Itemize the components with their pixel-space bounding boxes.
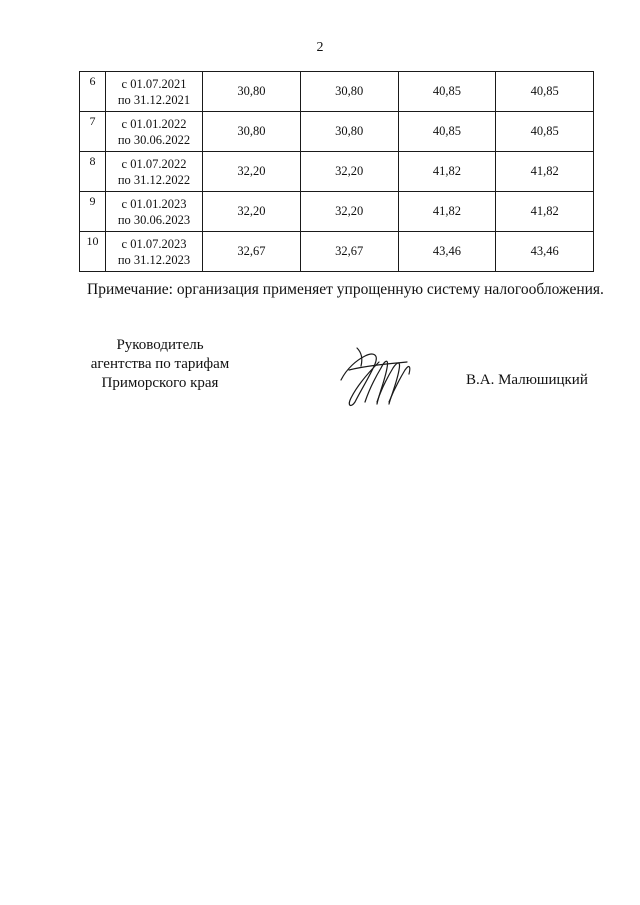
- tariff-value-cell: 30,80: [203, 72, 301, 112]
- period-cell: [106, 112, 203, 152]
- tariff-value-cell: 32,67: [203, 232, 301, 272]
- table-row: [80, 192, 594, 232]
- period-to: по 31.12.2022: [117, 172, 191, 187]
- tariff-value-cell: 41,82: [496, 192, 594, 232]
- tariff-value-cell: 32,20: [203, 192, 301, 232]
- period-to: по 31.12.2023: [117, 252, 191, 267]
- period-to: по 31.12.2021: [117, 92, 191, 107]
- tariff-table: [79, 71, 594, 272]
- tax-system-note: Примечание: организация применяет упрощенную систему налогообложения.: [87, 281, 604, 298]
- tariff-value-cell: 32,20: [300, 192, 398, 232]
- tariff-value-cell: 32,20: [203, 152, 301, 192]
- row-number-cell: 6: [80, 72, 106, 112]
- row-number-cell: 10: [80, 232, 106, 272]
- period-from: с 01.07.2023: [121, 236, 187, 251]
- tariff-value-cell: 40,85: [496, 72, 594, 112]
- signatory-title-line: агентства по тарифам: [90, 356, 230, 372]
- period-from: с 01.07.2022: [121, 156, 187, 171]
- period-cell: [106, 192, 203, 232]
- row-number-cell: 8: [80, 152, 106, 192]
- tariff-value-cell: 41,82: [496, 152, 594, 192]
- signatory-title-line: Приморского края: [101, 375, 219, 391]
- period-to: по 30.06.2023: [117, 212, 191, 227]
- table-row: [80, 232, 594, 272]
- tariff-value-cell: 43,46: [398, 232, 496, 272]
- tariff-value-cell: 40,85: [398, 72, 496, 112]
- row-number-cell: 7: [80, 112, 106, 152]
- tariff-value-cell: 30,80: [300, 112, 398, 152]
- tariff-value-cell: 32,20: [300, 152, 398, 192]
- tariff-value-cell: 40,85: [496, 112, 594, 152]
- tariff-value-cell: 41,82: [398, 152, 496, 192]
- period-from: с 01.01.2023: [121, 196, 187, 211]
- table-row: [80, 72, 594, 112]
- period-cell: [106, 232, 203, 272]
- tariff-value-cell: 32,67: [300, 232, 398, 272]
- tariff-value-cell: 43,46: [496, 232, 594, 272]
- signatory-title: [70, 336, 250, 393]
- tariff-value-cell: 30,80: [203, 112, 301, 152]
- period-from: с 01.07.2021: [121, 76, 187, 91]
- table-row: [80, 112, 594, 152]
- period-from: с 01.01.2022: [121, 116, 187, 131]
- period-to: по 30.06.2022: [117, 132, 191, 147]
- table-row: [80, 152, 594, 192]
- signatory-title-line: Руководитель: [116, 337, 204, 353]
- tariff-value-cell: 40,85: [398, 112, 496, 152]
- tariff-value-cell: 41,82: [398, 192, 496, 232]
- tariff-value-cell: 30,80: [300, 72, 398, 112]
- period-cell: [106, 152, 203, 192]
- signatory-name: В.А. Малюшицкий: [466, 372, 588, 388]
- page-number: 2: [316, 40, 324, 55]
- handwritten-signature-icon: [335, 340, 415, 410]
- period-cell: [106, 72, 203, 112]
- row-number-cell: 9: [80, 192, 106, 232]
